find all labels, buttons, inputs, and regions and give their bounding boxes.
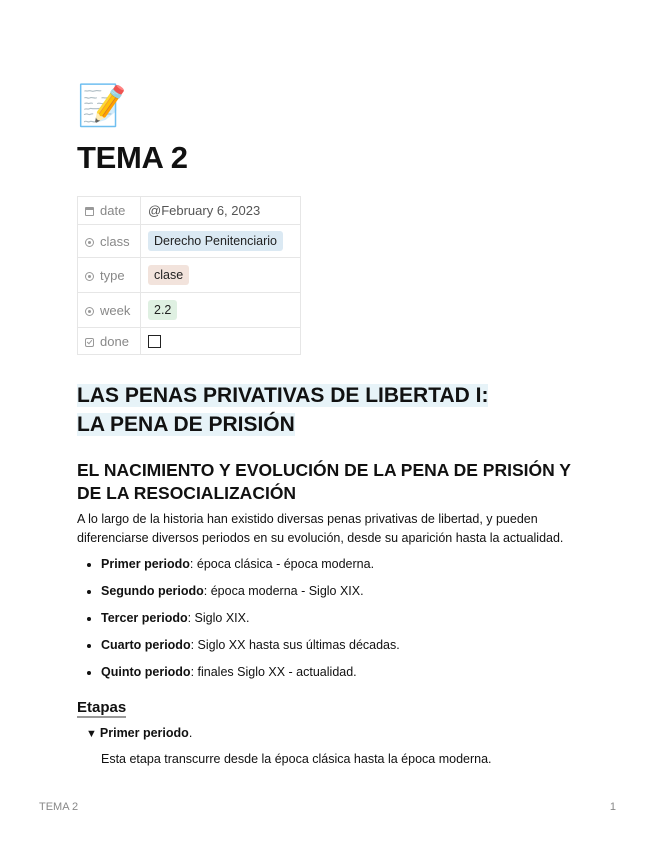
property-label: done <box>100 333 129 349</box>
toggle-arrow-icon[interactable]: ▼ <box>86 728 97 740</box>
property-row-type <box>78 258 301 293</box>
property-row-done <box>78 328 301 355</box>
property-label: date <box>100 203 126 218</box>
list-item <box>101 637 587 654</box>
periods-list <box>77 556 587 681</box>
section-heading-line1: LAS PENAS PRIVATIVAS DE LIBERTAD I: <box>77 384 489 407</box>
period-name: Tercer periodo <box>101 611 188 625</box>
checkbox-icon <box>85 338 94 347</box>
select-icon <box>85 307 94 316</box>
list-item <box>101 556 587 573</box>
properties-table <box>77 196 301 355</box>
period-desc: : época moderna - Siglo XIX. <box>203 584 364 598</box>
calendar-icon <box>85 207 94 216</box>
period-desc: : época clásica - época moderna. <box>189 557 375 571</box>
week-tag[interactable]: 2.2 <box>148 300 177 320</box>
list-item <box>101 664 587 681</box>
date-value[interactable]: @February 6, 2023 <box>141 197 301 225</box>
property-label: class <box>100 233 130 249</box>
period-desc: : Siglo XX hasta sus últimas décadas. <box>190 638 400 652</box>
page-content <box>77 82 587 766</box>
period-desc: : Siglo XIX. <box>187 611 250 625</box>
toggle-body: Esta etapa transcurre desde la época clásica hasta la época moderna. <box>101 752 492 766</box>
class-tag[interactable]: Derecho Penitenciario <box>148 231 283 251</box>
page-title[interactable]: TEMA 2 <box>77 140 188 175</box>
property-row-week <box>78 293 301 328</box>
list-item <box>101 583 587 600</box>
memo-icon[interactable]: 📝 <box>77 84 127 128</box>
page-number: 1 <box>609 801 616 813</box>
section-heading-line2: LA PENA DE PRISIÓN <box>77 413 295 436</box>
property-row-date <box>78 197 301 225</box>
property-row-class <box>78 225 301 258</box>
property-label: week <box>100 302 131 318</box>
intro-paragraph: A lo largo de la historia han existido diversas penas privativas de libertad, y pueden diferenciarse diversos periodos en su evolución, desde su aparición hasta la actualidad. <box>77 512 564 545</box>
toggle-title-suffix: . <box>188 726 193 740</box>
toggle-primer-periodo[interactable] <box>86 726 587 740</box>
period-name: Segundo periodo <box>101 584 204 598</box>
period-desc: : finales Siglo XX - actualidad. <box>190 665 357 679</box>
done-checkbox[interactable] <box>148 335 161 348</box>
subheading: EL NACIMIENTO Y EVOLUCIÓN DE LA PENA DE PRISIÓN Y DE LA RESOCIALIZACIÓN <box>77 460 571 503</box>
footer-title: TEMA 2 <box>39 801 79 813</box>
section-heading <box>77 381 587 439</box>
period-name: Quinto periodo <box>101 665 191 679</box>
etapas-heading: Etapas <box>77 699 127 716</box>
select-icon <box>85 272 94 281</box>
type-tag[interactable]: clase <box>148 265 189 285</box>
period-name: Primer periodo <box>101 557 190 571</box>
period-name: Cuarto periodo <box>101 638 191 652</box>
property-label: type <box>100 267 125 283</box>
list-item <box>101 610 587 627</box>
toggle-title: Primer periodo <box>99 726 189 740</box>
select-icon <box>85 238 94 247</box>
